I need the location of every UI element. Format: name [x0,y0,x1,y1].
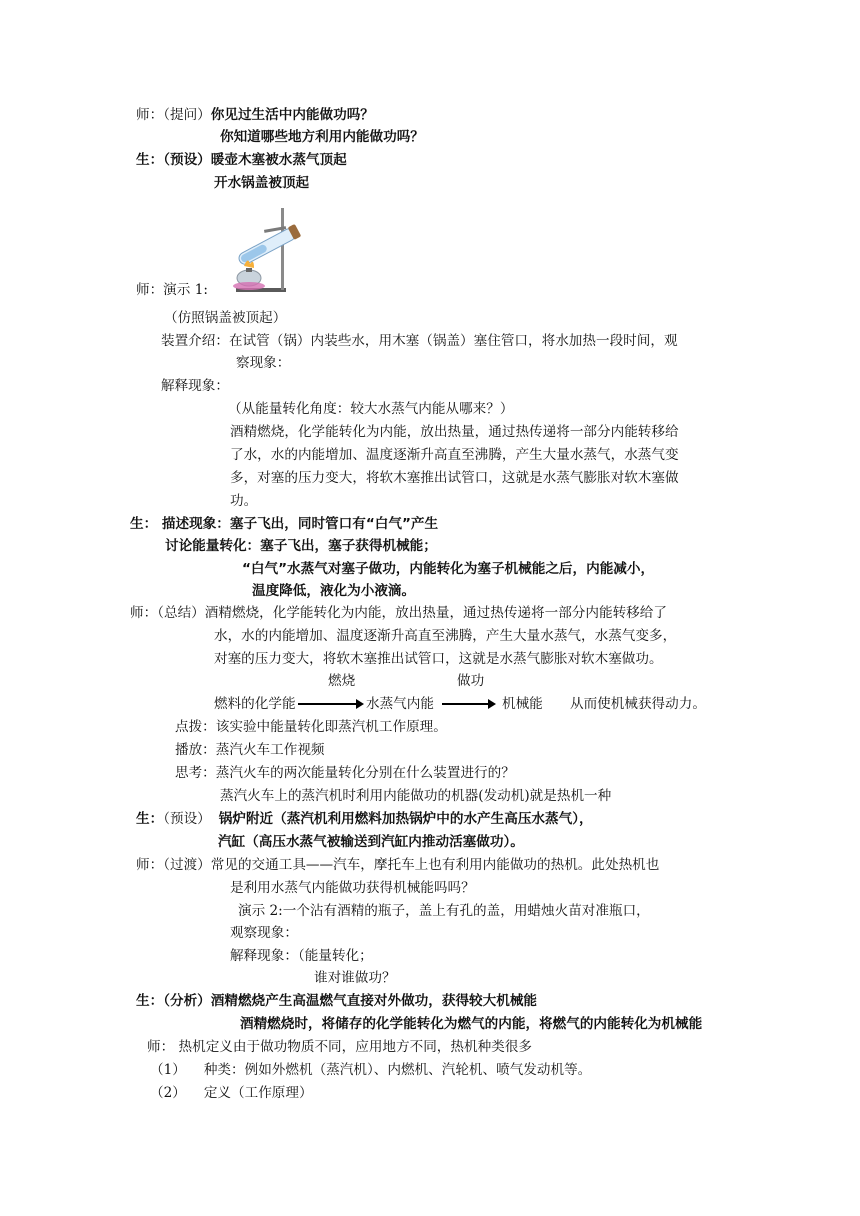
explain-2-line: 解释现象：（能量转化； [230,948,373,964]
flow-steam-internal: 水蒸气内能 [366,696,434,712]
speaker-label: 生： [136,811,164,827]
flow-label-burn: 燃烧 [328,673,356,689]
item-text: 种类：例如外燃机（蒸汽机）、内燃机、汽轮机、喷气发动机等。 [203,1062,592,1078]
teacher-definition: 师： 热机定义由于做功物质不同，应用地方不同，热机种类很多 [147,1039,532,1055]
question-text: 你见过生活中内能做功吗？ [210,107,374,123]
item-2 [150,1084,313,1102]
item-number: （2） [150,1085,186,1101]
think-line: 思考：蒸汽火车的两次能量转化分别在什么装置进行的？ [175,765,515,781]
teacher-summary-2: 水，水的内能增加、温度逐渐升高直至沸腾，产生大量水蒸气，水蒸气变多， [214,628,677,644]
explain-para-1: 酒精燃烧，化学能转化为内能，放出热量，通过热传递将一部分内能转移给 [230,424,679,440]
teacher-transition-2: 是利用水蒸气内能做功获得机械能吗吗？ [230,880,475,896]
hint-line: 点拨：该实验中能量转化即蒸汽机工作原理。 [175,719,447,735]
student-preset-line-2: 开水锅盖被顶起 [214,175,310,191]
explain-para-3: 多，对塞的压力变大，将软木塞推出试管口，这就是水蒸气膨胀对软木塞做 [230,470,679,486]
demo-1-label: 师：演示 1: [136,282,208,298]
item-1 [150,1061,591,1079]
student-discuss-2: “白气”水蒸气对塞子做功，内能转化为塞子机械能之后，内能减小， [242,561,655,577]
item-text: 定义（工作原理） [203,1085,313,1101]
play-video-line: 播放：蒸汽火车工作视频 [175,742,325,758]
student-analysis-2: 酒精燃烧时，将储存的化学能转化为燃气的内能，将燃气的内能转化为机械能 [240,1016,703,1032]
cylinder-text: 汽缸（高压水蒸气被输送到汽缸内推动活塞做功）。 [218,834,524,850]
student-describe: 生： 描述现象：塞子飞出，同时管口有“白气”产生 [130,516,439,532]
observe-line: 观察现象： [230,925,298,941]
question-line-2: 你知道哪些地方利用内能做功吗？ [220,129,424,145]
speaker-label: 师：（提问） [136,107,211,123]
flow-arrow-2 [442,703,494,705]
student-analysis: 生：（分析）酒精燃烧产生高温燃气直接对外做功，获得较大机械能 [136,993,538,1009]
teacher-summary-3: 对塞的压力变大，将软木塞推出试管口，这就是水蒸气膨胀对软木塞做功。 [214,651,663,667]
test-tube-apparatus-image [228,206,310,296]
student-preset-line: 生：（预设）暖壶木塞被水蒸气顶起 [136,152,347,168]
flow-arrow-1 [298,703,362,705]
explain-para-4: 功。 [230,493,258,509]
explain-question: （从能量转化角度：较大水蒸气内能从哪来？） [228,401,514,417]
stand-rod [281,208,284,290]
device-intro: 装置介绍：在试管（锅）内装些水，用木塞（锅盖）塞住管口，将水加热一段时间，观 [161,333,678,349]
student-discuss-3: 温度降低，液化为小液滴。 [252,583,416,599]
demo-2-line: 演示 2:一个沾有酒精的瓶子，盖上有孔的盖，用蜡烛火苗对准瓶口， [238,903,650,919]
teacher-summary: 师：（总结）酒精燃烧，化学能转化为内能，放出热量，通过热传递将一部分内能转移给了 [130,605,667,621]
flow-fuel-chemical: 燃料的化学能 [214,696,296,712]
preset-label: （预设） [163,811,211,827]
explain-2-question: 谁对谁做功？ [314,970,396,986]
student-discuss: 讨论能量转化：塞子飞出，塞子获得机械能； [165,538,437,554]
heat-engine-line: 蒸汽火车上的蒸汽机时利用内能做功的机器(发动机)就是热机一种 [220,788,612,804]
explain-para-2: 了水，水的内能增加、温度逐渐升高直至沸腾，产生大量水蒸气，水蒸气变 [230,447,679,463]
student-preset-2 [136,810,593,828]
flow-label-work: 做功 [457,673,485,689]
teacher-transition: 师：（过渡）常见的交通工具——汽车，摩托车上也有利用内能做功的热机。此处热机也 [136,857,660,873]
explain-label: 解释现象： [161,378,229,394]
demo-1-note: （仿照锅盖被顶起） [164,310,287,326]
flow-result: 从而使机械获得动力。 [570,696,706,712]
teacher-question-line [136,106,374,124]
device-intro-2: 察现象： [236,355,291,371]
flow-mechanical: 机械能 [502,696,543,712]
boiler-text: 锅炉附近（蒸汽机利用燃料加热锅炉中的水产生高压水蒸气）， [218,811,593,827]
item-number: （1） [150,1062,186,1078]
